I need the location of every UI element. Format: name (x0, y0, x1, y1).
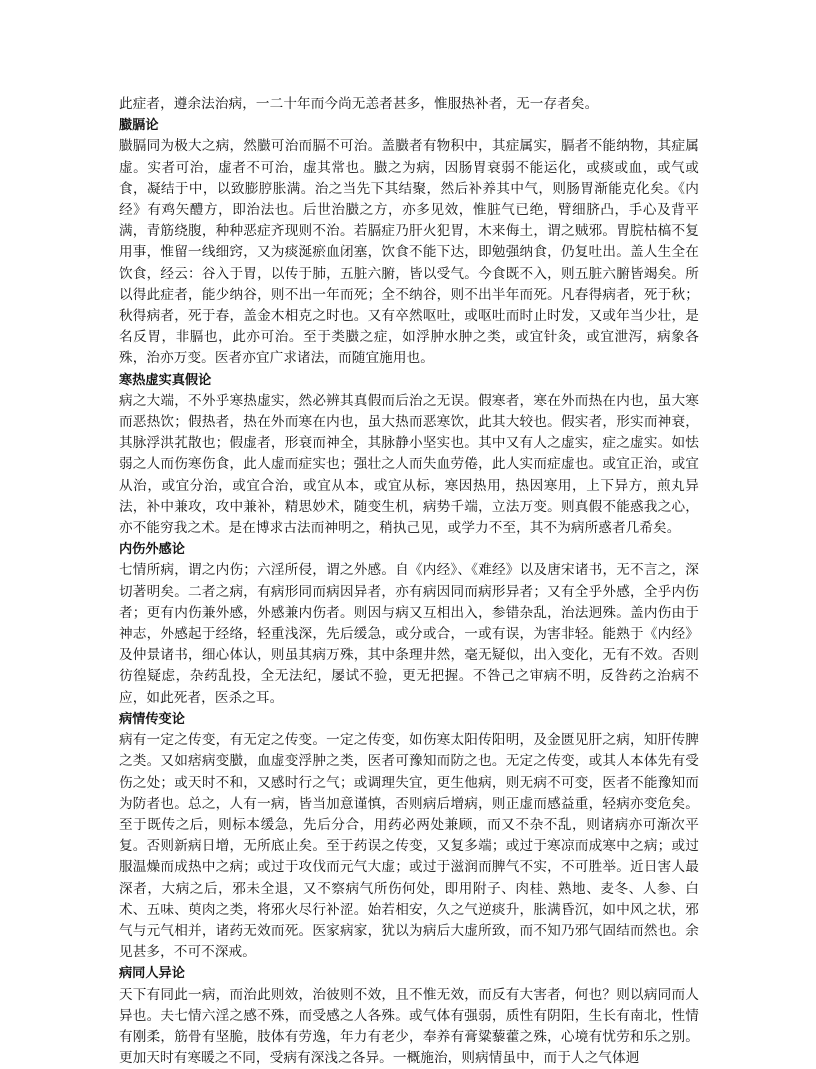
section-body-bing-qing-chuan-bian: 病有一定之传变，有无定之传变。一定之传变，如伤寒太阳传阳明，及金匮见肝之病，知肝传脾之类。又如痞病变臌，血虚变浮肿之类，医者可豫知而防之也。无定之传变，或其人本体先有受伤之处；或天时不和，又感时行之气；或调理失宜，更生他病，则无病不可变，医者不能豫知而为防者也。总之，人有一病，皆当加意谨慎，否则病后增病，则正虚而感益重，轻病亦变危矣。至于既传之后，则标本缓急，先后分合，用药必两处兼顾，而又不杂不乱，则诸病亦可渐次平复。否则新病日增，无所底止矣。至于药误之传变，又复多端；或过于寒凉而成寒中之病；或过服温燥而成热中之病；或过于攻伐而元气大虚；或过于滋润而脾气不实，不可胜举。近日害人最深者，大病之后，邪未全退，又不察病气所伤何处，即用附子、肉桂、熟地、麦冬、人参、白术、五味、萸肉之类，将邪火尽行补涩。始若相安，久之气逆痰升，胀满昏沉，如中风之状，邪气与元气相并，诸药无效而死。医家病家，犹以为病后大虚所致，而不知乃邪气固结而然也。余见甚多，不可不深戒。 (119, 732, 699, 961)
section-title-han-re-xu-shi: 寒热虚实真假论 (119, 372, 212, 388)
intro-paragraph: 此症者，遵余法治病，一二十年而今尚无恙者甚多，惟服热补者，无一存者矣。 (119, 96, 599, 112)
document-page (119, 94, 699, 1069)
section-title-bing-qing-chuan-bian: 病情传变论 (119, 711, 185, 727)
section-title-gu-ge: 臌膈论 (119, 118, 159, 134)
section-body-han-re-xu-shi: 病之大端，不外乎寒热虚实，然必辨其真假而后治之无误。假寒者，寒在外而热在内也，虽大寒而恶热饮；假热者，热在外而寒在内也，虽大热而恶寒饮，此其大较也。假实者，形实而神衰，其脉浮洪芤散也；假虚者，形衰而神全，其脉静小坚实也。其中又有人之虚实，症之虚实。如怯弱之人而伤寒伤食，此人虚而症实也；强壮之人而失血劳倦，此人实而症虚也。或宜正治，或宜从治，或宜分治，或宜合治，或宜从本，或宜从标，寒因热用，热因寒用，上下异方，煎丸异法，补中兼攻，攻中兼补，精思妙术，随变生机，病势千端，立法万变。则真假不能惑我之心，亦不能穷我之术。是在博求古法而神明之，稍执己见，或学力不至，其不为病所惑者几希矣。 (119, 392, 699, 537)
section-body-gu-ge: 臌膈同为极大之病，然臌可治而膈不可治。盖臌者有物积中，其症属实，膈者不能纳物，其症属虚。实者可治，虚者不可治，虚其常也。臌之为病，因肠胃衰弱不能运化，或痰或血，或气或食，凝结于中，以致膨脝胀满。治之当先下其结聚，然后补养其中气，则肠胃渐能克化矣。《内经》有鸡矢醴方，即治法也。后世治臌之方，亦多见效，惟脏气已绝，臂细脐凸，手心及背平满，青筋绕腹，种种恶症齐现则不治。若膈症乃肝火犯胃，木来侮土，谓之贼邪。胃脘枯槁不复用事，惟留一线细窍，又为痰涎瘀血闭塞，饮食不能下达，即勉强纳食，仍复吐出。盖人生全在饮食，经云：谷入于胃，以传于肺，五脏六腑，皆以受气。今食既不入，则五脏六腑皆竭矣。所以得此症者，能少纳谷，则不出一年而死；全不纳谷，则不出半年而死。凡春得病者，死于秋；秋得病者，死于春，盖金木相克之时也。又有卒然呕吐，或呕吐而时止时发，又或年当少壮，是名反胃，非膈也，此亦可治。至于类臌之症，如浮肿水肿之类，或宜针灸，或宜泄泻，病象各殊，治亦万变。医者亦宜广求诸法，而随宜施用也。 (119, 138, 699, 367)
section-title-bing-tong-ren-yi: 病同人异论 (119, 966, 185, 982)
section-body-nei-shang-wai-gan: 七情所病，谓之内伤；六淫所侵，谓之外感。自《内经》、《难经》以及唐宋诸书，无不言之，深切著明矣。二者之病，有病形同而病因异者，亦有病因同而病形异者；又有全乎外感，全乎内伤者；更有内伤兼外感，外感兼内伤者。则因与病又互相出入，参错杂乱，治法迥殊。盖内伤由于神志，外感起于经络，轻重浅深，先后缓急，或分或合，一或有误，为害非轻。能熟于《内经》及仲景诸书，细心体认，则虽其病万殊，其中条理井然，毫无疑似，出入变化，无有不效。否则彷徨疑虑，杂药乱投，全无法纪，屡试不验，更无把握。不咎己之审病不明，反咎药之治病不应，如此死者，医杀之耳。 (119, 562, 699, 706)
section-title-nei-shang-wai-gan: 内伤外感论 (119, 542, 185, 558)
section-body-bing-tong-ren-yi: 天下有同此一病，而治此则效，治彼则不效，且不惟无效，而反有大害者，何也？则以病同而人异也。夫七情六淫之感不殊，而受感之人各殊。或气体有强弱，质性有阴阳，生长有南北，性情有刚柔，筋骨有坚脆，肢体有劳逸，年力有老少，奉养有膏粱藜藿之殊，心境有忧劳和乐之别。更加天时有寒暖之不同，受病有深浅之各异。一概施治，则病情虽中，而于人之气体迥 (119, 986, 699, 1067)
